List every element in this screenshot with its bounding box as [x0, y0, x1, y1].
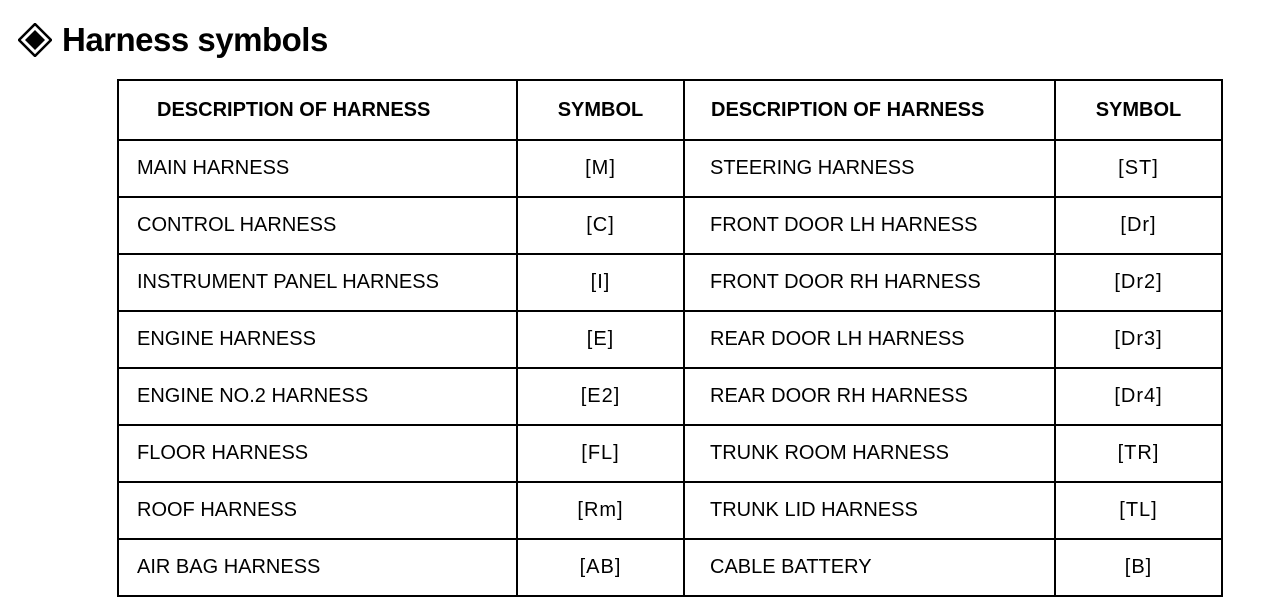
left-symbol-cell: [M] [517, 140, 684, 197]
left-symbol-cell: [Rm] [517, 482, 684, 539]
right-description-cell: TRUNK ROOM HARNESS [684, 425, 1055, 482]
header-description-left: DESCRIPTION OF HARNESS [118, 80, 517, 140]
left-description-cell: CONTROL HARNESS [118, 197, 517, 254]
right-description-cell: FRONT DOOR RH HARNESS [684, 254, 1055, 311]
table-row [118, 311, 1222, 368]
table-row [118, 425, 1222, 482]
left-symbol-cell: [FL] [517, 425, 684, 482]
right-description-cell: REAR DOOR LH HARNESS [684, 311, 1055, 368]
left-description-cell: AIR BAG HARNESS [118, 539, 517, 596]
left-symbol-cell: [E] [517, 311, 684, 368]
right-symbol-cell: [Dr] [1055, 197, 1222, 254]
left-symbol-cell: [I] [517, 254, 684, 311]
right-symbol-cell: [Dr3] [1055, 311, 1222, 368]
header-symbol-left: SYMBOL [517, 80, 684, 140]
table-row [118, 539, 1222, 596]
right-symbol-cell: [ST] [1055, 140, 1222, 197]
left-symbol-cell: [AB] [517, 539, 684, 596]
right-symbol-cell: [TR] [1055, 425, 1222, 482]
right-description-cell: FRONT DOOR LH HARNESS [684, 197, 1055, 254]
left-description-cell: ENGINE NO.2 HARNESS [118, 368, 517, 425]
right-description-cell: REAR DOOR RH HARNESS [684, 368, 1055, 425]
table-row [118, 140, 1222, 197]
left-description-cell: FLOOR HARNESS [118, 425, 517, 482]
right-symbol-cell: [Dr2] [1055, 254, 1222, 311]
header-symbol-right: SYMBOL [1055, 80, 1222, 140]
diamond-bullet-icon [18, 23, 52, 57]
right-symbol-cell: [TL] [1055, 482, 1222, 539]
left-symbol-cell: [C] [517, 197, 684, 254]
harness-symbols-table [117, 79, 1223, 597]
page-heading [18, 18, 328, 62]
left-description-cell: ROOF HARNESS [118, 482, 517, 539]
page-title: Harness symbols [62, 21, 328, 58]
table-row [118, 254, 1222, 311]
table-row [118, 197, 1222, 254]
table-row [118, 482, 1222, 539]
right-description-cell: TRUNK LID HARNESS [684, 482, 1055, 539]
right-description-cell: CABLE BATTERY [684, 539, 1055, 596]
left-description-cell: INSTRUMENT PANEL HARNESS [118, 254, 517, 311]
right-symbol-cell: [B] [1055, 539, 1222, 596]
right-description-cell: STEERING HARNESS [684, 140, 1055, 197]
header-description-right: DESCRIPTION OF HARNESS [684, 80, 1055, 140]
left-symbol-cell: [E2] [517, 368, 684, 425]
table-header-row [118, 80, 1222, 140]
table-row [118, 368, 1222, 425]
right-symbol-cell: [Dr4] [1055, 368, 1222, 425]
left-description-cell: MAIN HARNESS [118, 140, 517, 197]
left-description-cell: ENGINE HARNESS [118, 311, 517, 368]
